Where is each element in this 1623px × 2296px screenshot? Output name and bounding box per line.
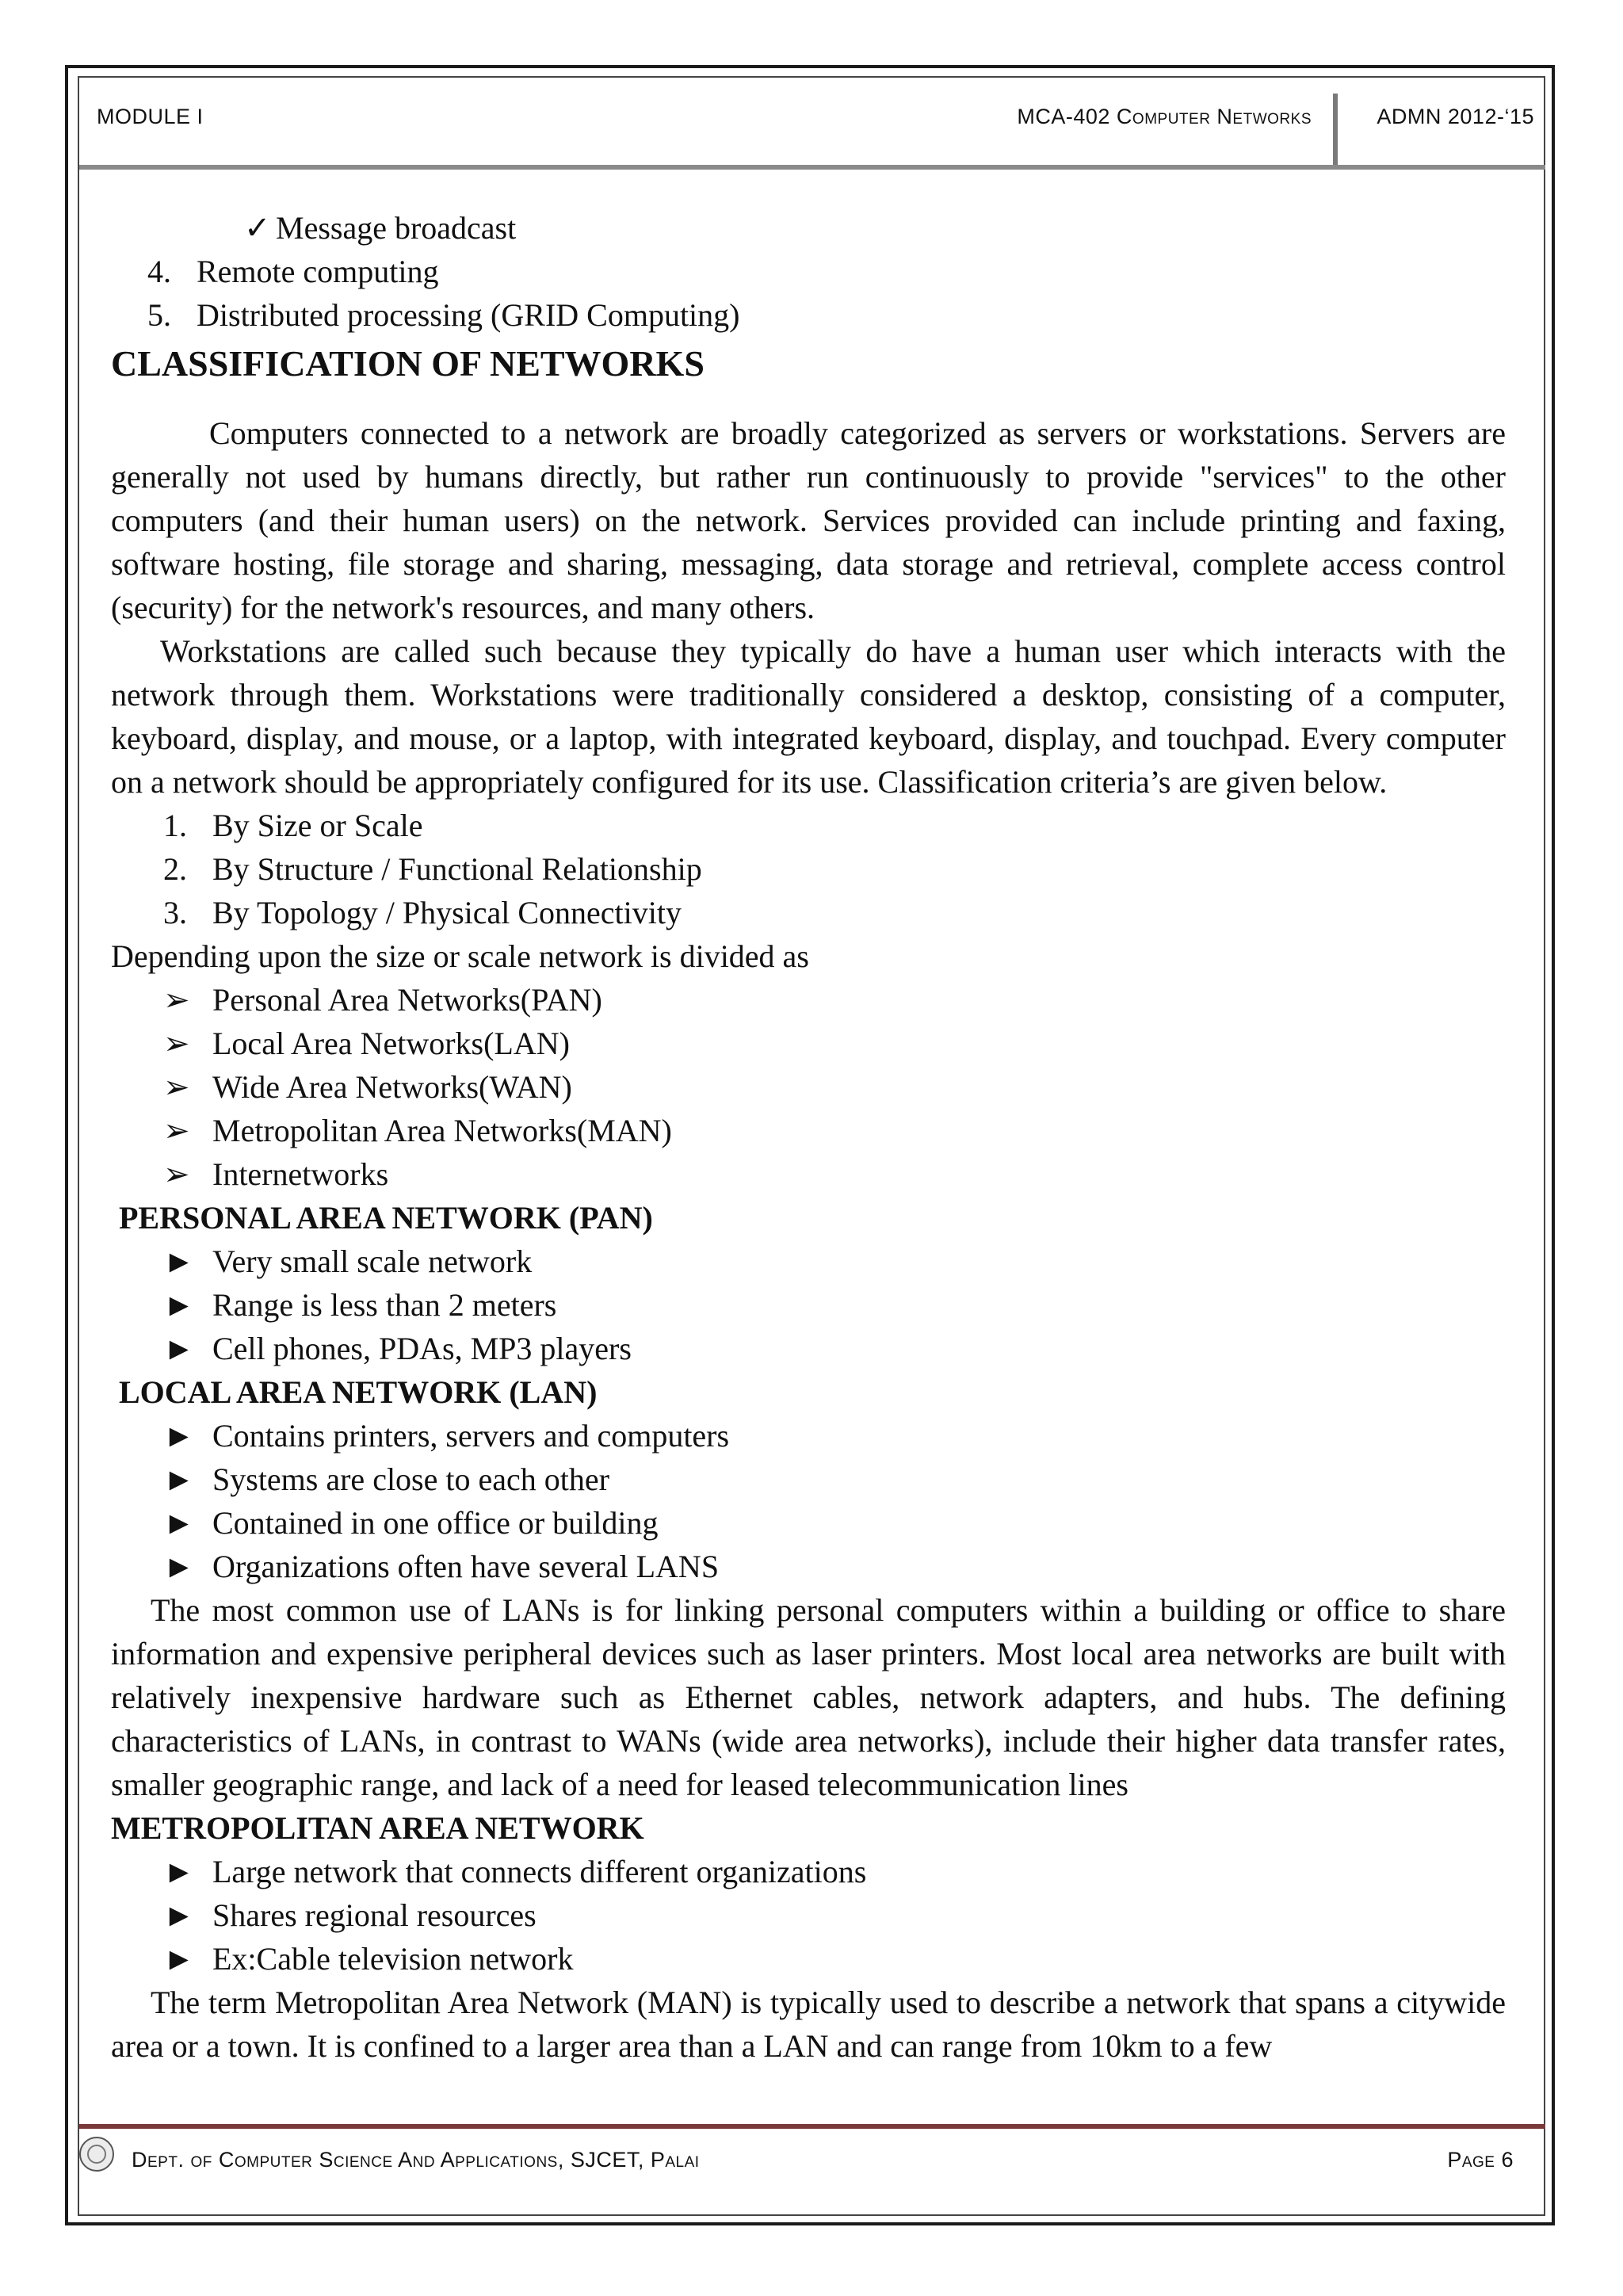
triangle-bullet-icon: ► — [163, 1418, 195, 1454]
header-divider — [1333, 94, 1338, 166]
list-item: ► Range is less than 2 meters — [111, 1283, 1506, 1327]
arrow-bullet-icon: ➢ — [163, 1156, 190, 1192]
paragraph-servers: Computers connected to a network are broadly categorized as servers or workstations. Servers are generally not used by humans directly, but rather run continuously to provide "services" to the other computers (and their human users) on the network. Services provided can include printing and faxing, software hosting, file storage and sharing, messaging, data storage and retrieval, complete access control (security) for the network's resources, and many others. — [111, 415, 1506, 625]
list-item: ➢ Wide Area Networks(WAN) — [111, 1065, 1506, 1109]
section-heading-lan: LOCAL AREA NETWORK (LAN) — [119, 1374, 598, 1410]
triangle-bullet-icon: ► — [163, 1505, 195, 1541]
checkmark-icon: ✓ — [244, 210, 271, 246]
triangle-bullet-icon: ► — [163, 1854, 195, 1889]
triangle-bullet-icon: ► — [163, 1331, 195, 1366]
list-item: ► Contains printers, servers and computers — [111, 1414, 1506, 1457]
page-content — [111, 206, 1506, 2068]
list-item: ➢ Metropolitan Area Networks(MAN) — [111, 1109, 1506, 1152]
triangle-bullet-icon: ► — [163, 1461, 195, 1497]
list-item: ➢ Local Area Networks(LAN) — [111, 1022, 1506, 1065]
list-item: ► Cell phones, PDAs, MP3 players — [111, 1327, 1506, 1370]
paragraph-workstations: Workstations are called such because they typically do have a human user which interacts with the network through them. Workstations were traditionally considered a desktop, consisting of a computer, keyboard, display, and mouse, or a laptop, with integrated keyboard, display, and touchpad. Every computer on a network should be appropriately configured for its use. Classification criteria’s are given below. — [111, 633, 1506, 800]
footer-department: Dept. of Computer Science And Applications, SJCET, Palai — [132, 2148, 700, 2172]
list-item: ► Systems are close to each other — [111, 1457, 1506, 1501]
list-item: 5. Distributed processing (GRID Computing) — [147, 297, 740, 333]
list-item: 3. By Topology / Physical Connectivity — [163, 895, 682, 930]
triangle-bullet-icon: ► — [163, 1244, 195, 1279]
list-item: ➢ Internetworks — [111, 1152, 1506, 1196]
triangle-bullet-icon: ► — [163, 1287, 195, 1323]
arrow-bullet-icon: ➢ — [163, 982, 190, 1018]
header-rule — [79, 165, 1545, 170]
section-heading-classification: CLASSIFICATION OF NETWORKS — [111, 343, 705, 384]
list-item: ► Contained in one office or building — [111, 1501, 1506, 1545]
list-item: ► Organizations often have several LANS — [111, 1545, 1506, 1588]
triangle-bullet-icon: ► — [163, 1549, 195, 1584]
list-item: 2. By Structure / Functional Relationship — [163, 851, 702, 887]
list-item: ► Ex:Cable television network — [111, 1937, 1506, 1981]
footer-rule — [79, 2124, 1545, 2129]
paragraph-scale-intro: Depending upon the size or scale network is divided as — [111, 938, 809, 974]
header-module: MODULE I — [97, 105, 204, 128]
page-footer — [79, 2134, 1545, 2197]
triangle-bullet-icon: ► — [163, 1941, 195, 1977]
footer-page-number: Page 6 — [1447, 2148, 1514, 2172]
section-heading-man: METROPOLITAN AREA NETWORK — [111, 1810, 644, 1846]
triangle-bullet-icon: ► — [163, 1897, 195, 1933]
list-item: 4. Remote computing — [147, 254, 439, 289]
list-item: ► Very small scale network — [111, 1240, 1506, 1283]
paragraph-man: The term Metropolitan Area Network (MAN) is typically used to describe a network that spans a citywide area or a town. It is confined to a larger area than a LAN and can range from 10km to a few — [111, 1985, 1506, 2064]
arrow-bullet-icon: ➢ — [163, 1026, 190, 1061]
list-item: ► Large network that connects different organizations — [111, 1850, 1506, 1893]
section-heading-pan: PERSONAL AREA NETWORK (PAN) — [119, 1200, 653, 1236]
page-header — [79, 94, 1545, 165]
paragraph-lan: The most common use of LANs is for linking personal computers within a building or office to share information and expensive peripheral devices such as laser printers. Most local area networks are built with relatively inexpensive hardware such as Ethernet cables, network adapters, and hubs. The defining characteristics of LANs, in contrast to WANs (wide area networks), include their higher data transfer rates, smaller geographic range, and lack of a need for leased telecommunication lines — [111, 1592, 1506, 1802]
header-course-title: MCA-402 Computer Networks — [1017, 105, 1312, 128]
list-item: ➢ Personal Area Networks(PAN) — [111, 978, 1506, 1022]
arrow-bullet-icon: ➢ — [163, 1069, 190, 1105]
list-item: 1. By Size or Scale — [163, 808, 423, 843]
college-seal-icon — [79, 2137, 114, 2172]
list-item: ► Shares regional resources — [111, 1893, 1506, 1937]
header-admission-years: ADMN 2012-‘15 — [1377, 105, 1534, 128]
arrow-bullet-icon: ➢ — [163, 1113, 190, 1148]
list-item: ✓ Message broadcast — [111, 206, 1506, 250]
